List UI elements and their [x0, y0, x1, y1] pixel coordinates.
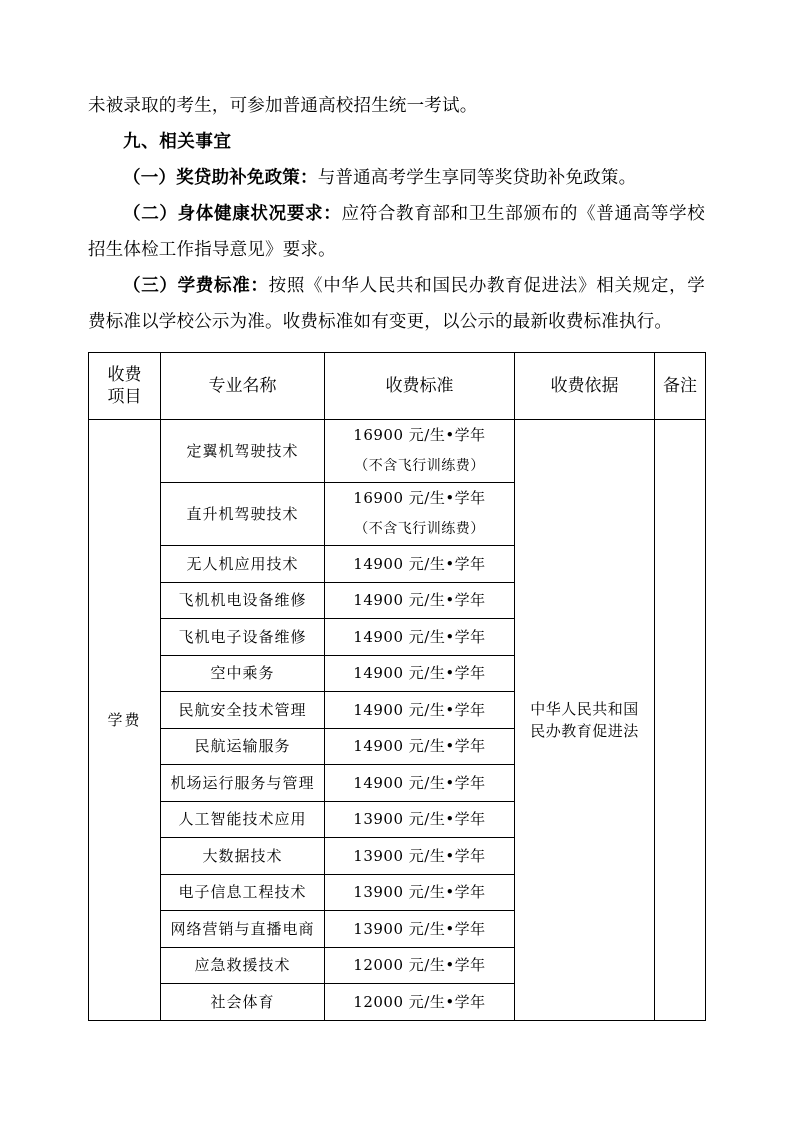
cell-major: 人工智能技术应用 [161, 801, 325, 838]
cell-standard: 13900 元/生•学年 [325, 838, 515, 875]
cell-major: 定翼机驾驶技术 [161, 420, 325, 483]
cell-fee-item-tuition: 学费 [89, 420, 161, 1021]
item-tuition-standard [88, 268, 705, 340]
fee-table-wrapper [88, 352, 705, 1021]
table-row [89, 420, 706, 483]
cell-fee-basis-line2: 民办教育促进法 [530, 721, 639, 740]
cell-major: 社会体育 [161, 984, 325, 1021]
cell-standard-sub: （不含飞行训练费） [354, 521, 485, 537]
fee-table-body [89, 420, 706, 1021]
cell-major: 直升机驾驶技术 [161, 483, 325, 546]
cell-major: 民航安全技术管理 [161, 692, 325, 729]
cell-standard: 12000 元/生•学年 [325, 947, 515, 984]
cell-standard: 14900 元/生•学年 [325, 619, 515, 656]
cell-major: 空中乘务 [161, 655, 325, 692]
cell-standard: 14900 元/生•学年 [325, 728, 515, 765]
item-health-label: （二）身体健康状况要求： [123, 204, 342, 224]
cell-note [655, 420, 706, 1021]
header-note: 备注 [655, 353, 706, 420]
section-heading: 九、相关事宜 [123, 132, 232, 152]
cell-major: 大数据技术 [161, 838, 325, 875]
header-fee-basis: 收费依据 [515, 353, 655, 420]
item-scholarship-text: 与普通高考学生享同等奖贷助补免政策。 [317, 168, 637, 188]
cell-major: 电子信息工程技术 [161, 874, 325, 911]
header-major-name: 专业名称 [161, 353, 325, 420]
item-tuition-label: （三）学费标准： [123, 276, 269, 296]
cell-fee-basis-line1: 中华人民共和国 [530, 699, 639, 718]
cell-major: 飞机电子设备维修 [161, 619, 325, 656]
fee-table [88, 352, 706, 1021]
cell-standard: 14900 元/生•学年 [325, 582, 515, 619]
cell-standard [325, 420, 515, 483]
table-header-row [89, 353, 706, 420]
cell-standard-sub: （不含飞行训练费） [354, 458, 485, 474]
cell-major: 民航运输服务 [161, 728, 325, 765]
header-fee-item-line1: 收费 [107, 365, 142, 385]
cell-standard: 14900 元/生•学年 [325, 765, 515, 802]
cell-standard: 13900 元/生•学年 [325, 911, 515, 948]
header-fee-item [89, 353, 161, 420]
item-health-text: 应符合教育部和卫生部颁布的《普通高等学校招生体检工作指导意见》要求。 [88, 204, 705, 260]
paragraph-continuation: 未被录取的考生，可参加普通高校招生统一考试。 [88, 96, 478, 116]
cell-major: 机场运行服务与管理 [161, 765, 325, 802]
cell-major: 应急救援技术 [161, 947, 325, 984]
cell-standard [325, 483, 515, 546]
cell-standard-main: 16900 元/生•学年 [353, 426, 486, 444]
cell-standard: 13900 元/生•学年 [325, 801, 515, 838]
cell-standard: 14900 元/生•学年 [325, 692, 515, 729]
cell-standard: 12000 元/生•学年 [325, 984, 515, 1021]
item-tuition-text: 按照《中华人民共和国民办教育促进法》相关规定，学费标准以学校公示为准。收费标准如有变更，以公示的最新收费标准执行。 [88, 276, 705, 332]
cell-fee-basis [515, 420, 655, 1021]
cell-standard-main: 16900 元/生•学年 [353, 489, 486, 507]
cell-standard: 14900 元/生•学年 [325, 655, 515, 692]
cell-major: 网络营销与直播电商 [161, 911, 325, 948]
header-fee-standard: 收费标准 [325, 353, 515, 420]
cell-major: 飞机机电设备维修 [161, 582, 325, 619]
cell-standard: 13900 元/生•学年 [325, 874, 515, 911]
item-scholarship-label: （一）奖贷助补免政策： [123, 168, 318, 188]
item-scholarship-policy [88, 160, 705, 196]
header-fee-item-line2: 项目 [107, 387, 142, 407]
cell-major: 无人机应用技术 [161, 546, 325, 583]
cell-standard: 14900 元/生•学年 [325, 546, 515, 583]
item-health-requirement [88, 196, 705, 268]
